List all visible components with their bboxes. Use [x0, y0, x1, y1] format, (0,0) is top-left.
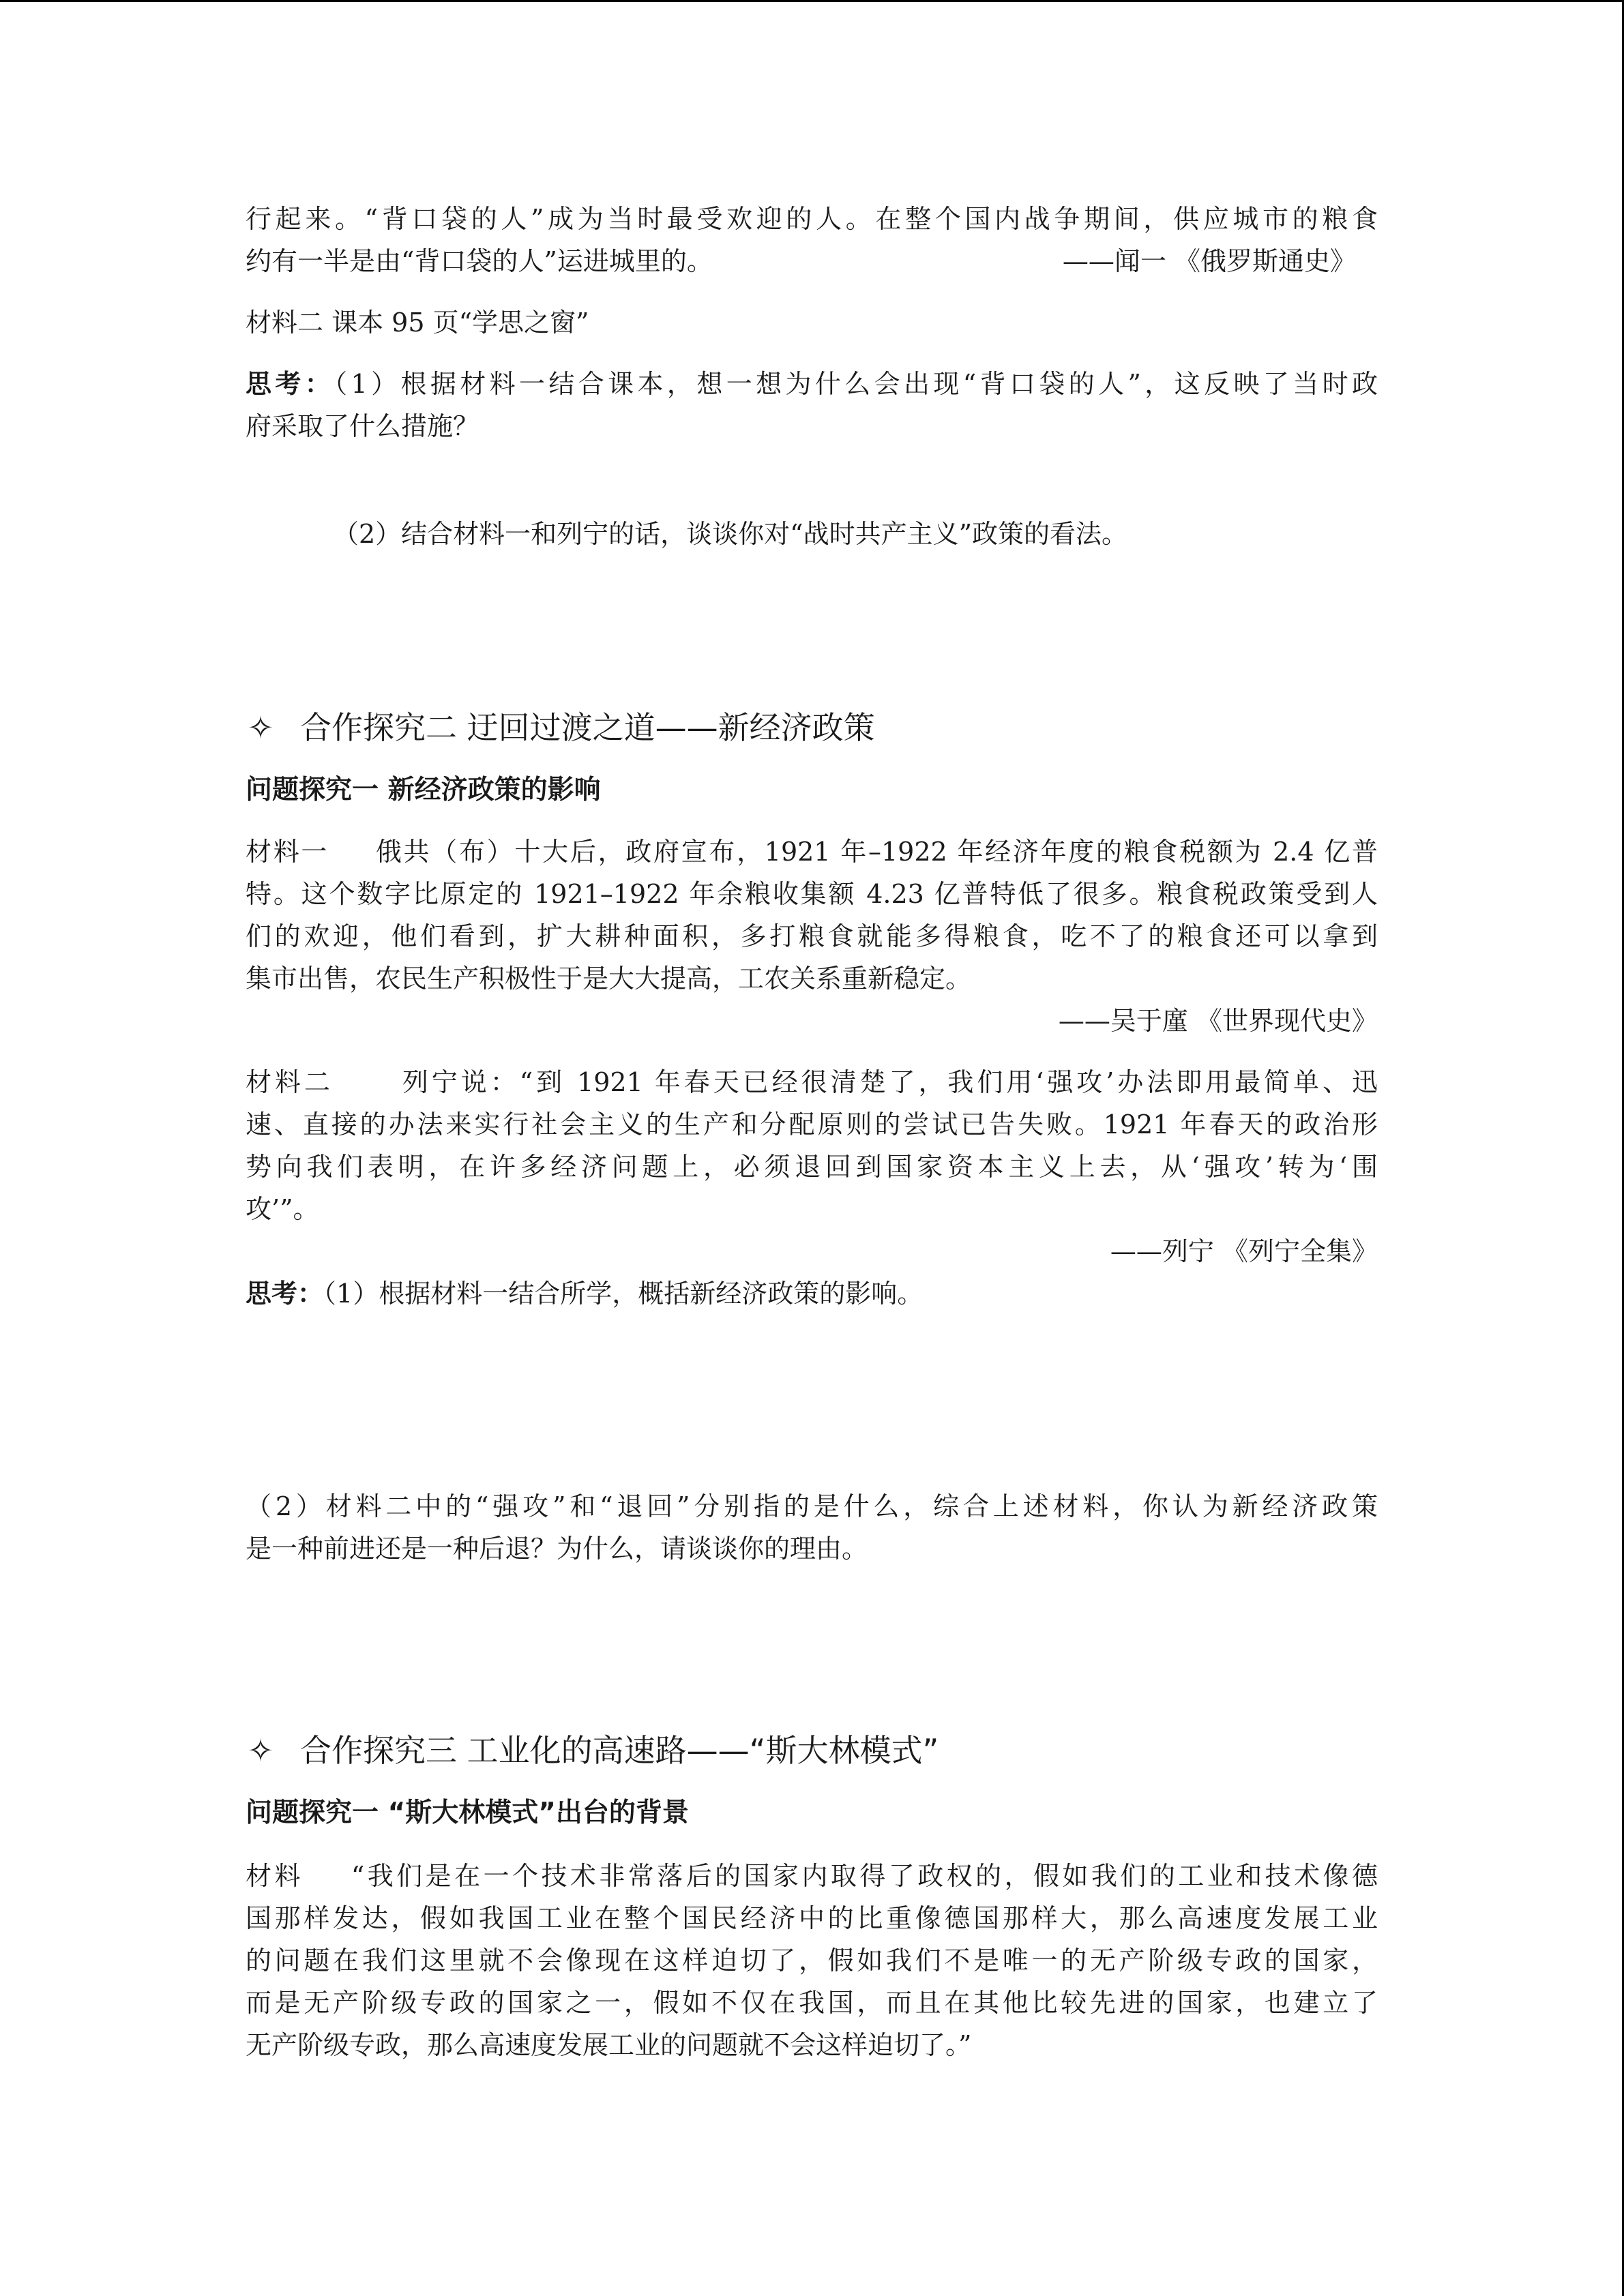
section-title: 合作探究三 工业化的高速路——“斯大林模式”	[300, 1732, 939, 1769]
think-label: 思考：	[246, 368, 335, 399]
material-line: 而是无产阶级专政的国家之一，假如不仅在我国，而且在其他比较先进的国家，也建立了	[246, 1988, 1378, 2018]
question-line: 是一种前进还是一种后退？为什么，请谈谈你的理由。	[246, 1534, 868, 1564]
material-line: 速、直接的办法来实行社会主义的生产和分配原则的尝试已告失败。1921 年春天的政治形	[246, 1109, 1378, 1139]
material-text: “我们是在一个技术非常落后的国家内取得了政权的，假如我们的工业和技术像德	[351, 1861, 1378, 1891]
question-line: （2）材料二中的“强攻”和“退回”分别指的是什么，综合上述材料，你认为新经济政策	[246, 1491, 1378, 1521]
section-title: 合作探究二 迂回过渡之道——新经济政策	[300, 709, 875, 746]
question-line: （2）结合材料一和列宁的话，谈谈你对“战时共产主义”政策的看法。	[333, 519, 1128, 549]
question-text: （1）根据材料一结合课本，想一想为什么会出现“背口袋的人”，这反映了当时政	[334, 369, 1378, 399]
diamond-bullet-icon: ✧	[247, 1732, 274, 1769]
material-line: 无产阶级专政，那么高速度发展工业的问题就不会这样迫切了。”	[246, 2030, 972, 2060]
question-text: （1）根据材料一结合所学，概括新经济政策的影响。	[323, 1279, 924, 1309]
material-line	[246, 1061, 1378, 1103]
material-text: 俄共（布）十大后，政府宣布，1921 年–1922 年经济年度的粮食税额为 2.4 亿普	[374, 837, 1378, 867]
material-reference: 材料二 课本 95 页“学思之窗”	[246, 308, 589, 338]
material-line: 特。这个数字比原定的 1921–1922 年余粮收集额 4.23 亿普特低了很多。粮食税政策受到人	[246, 879, 1378, 909]
question-line	[246, 1272, 1378, 1315]
material-label: 材料一	[246, 837, 329, 867]
paragraph-text: 约有一半是由“背口袋的人”运进城里的。	[246, 246, 713, 276]
paragraph-line	[246, 240, 1378, 282]
source-citation: ——闻一 《俄罗斯通史》	[1062, 246, 1356, 276]
paragraph-line: 行起来。“背口袋的人”成为当时最受欢迎的人。在整个国内战争期间，供应城市的粮食	[246, 204, 1378, 234]
page-top-border	[0, 0, 1624, 2]
question-line: 府采取了什么措施？	[246, 411, 479, 441]
material-line: 攻’”。	[246, 1194, 319, 1224]
material-line: 集市出售，农民生产积极性于是大大提高，工农关系重新稳定。	[246, 964, 972, 994]
material-line: 的问题在我们这里就不会像现在这样迫切了，假如我们不是唯一的无产阶级专政的国家，	[246, 1945, 1378, 1976]
source-citation: ——列宁 《列宁全集》	[1110, 1236, 1378, 1266]
subsection-heading: 问题探究一 “斯大林模式”出台的背景	[246, 1798, 689, 1828]
material-text: 列宁说：“到 1921 年春天已经很清楚了，我们用‘强攻’办法即用最简单、迅	[398, 1067, 1378, 1097]
think-label: 思考：	[246, 1278, 324, 1309]
diamond-bullet-icon: ✧	[247, 709, 274, 746]
material-line	[246, 831, 1378, 873]
subsection-heading: 问题探究一 新经济政策的影响	[246, 775, 601, 805]
section-heading	[246, 704, 875, 751]
section-heading	[246, 1727, 939, 1774]
material-line: 国那样发达，假如我国工业在整个国民经济中的比重像德国那样大，那么高速度发展工业	[246, 1903, 1378, 1933]
material-label: 材料	[246, 1861, 304, 1891]
material-line	[246, 1855, 1378, 1897]
source-citation: ——吴于廑 《世界现代史》	[1058, 1006, 1378, 1036]
material-label: 材料二	[246, 1067, 334, 1097]
question-line	[246, 363, 1378, 405]
material-line: 势向我们表明，在许多经济问题上，必须退回到国家资本主义上去，从‘强攻’转为‘围	[246, 1152, 1378, 1182]
material-line: 们的欢迎，他们看到，扩大耕种面积，多打粮食就能多得粮食，吃不了的粮食还可以拿到	[246, 921, 1378, 951]
